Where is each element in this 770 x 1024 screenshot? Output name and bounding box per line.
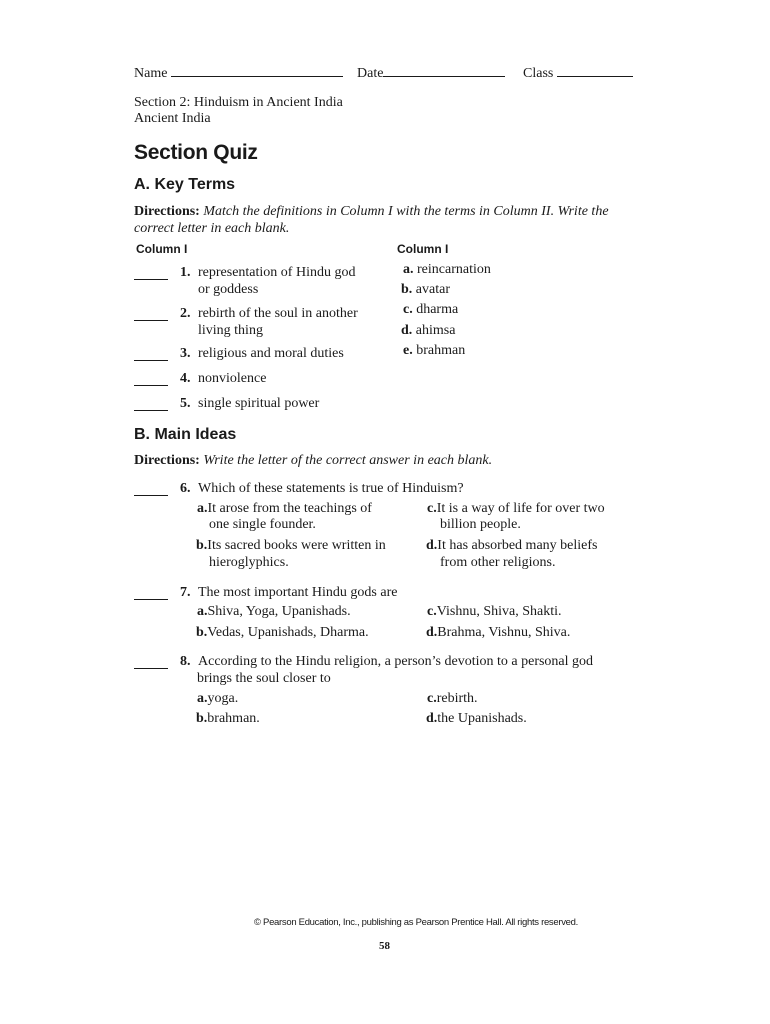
directions-label: Directions:	[134, 453, 200, 468]
answer-blank-3[interactable]	[134, 359, 168, 361]
option	[196, 711, 260, 727]
option-letter: a.	[197, 691, 208, 706]
item-text: rebirth of the soul in another	[198, 306, 358, 321]
list-item	[180, 396, 319, 412]
option	[196, 625, 369, 641]
term-letter: b.	[401, 282, 413, 297]
item-text: religious and moral duties	[198, 346, 344, 361]
term-letter: e.	[403, 343, 413, 358]
option-letter: c.	[427, 691, 437, 706]
answer-blank-6[interactable]	[134, 494, 168, 496]
option	[197, 501, 372, 517]
option-text: yoga.	[207, 691, 239, 706]
term-item	[403, 343, 465, 359]
answer-blank-1[interactable]	[134, 278, 168, 280]
term-letter: d.	[401, 323, 413, 338]
class-field	[523, 64, 633, 82]
part-a-heading: A. Key Terms	[134, 176, 236, 193]
option	[426, 711, 527, 727]
option-text: It arose from the teachings of	[207, 501, 372, 516]
list-item	[180, 346, 344, 362]
item-number: 1.	[180, 265, 191, 280]
option-text-cont: from other religions.	[440, 555, 556, 570]
option-letter: d.	[426, 538, 438, 553]
option-text: Brahma, Vishnu, Shiva.	[437, 625, 571, 640]
option-letter: b.	[196, 538, 208, 553]
date-blank[interactable]	[383, 64, 505, 77]
option-letter: a.	[197, 501, 208, 516]
part-a-directions-cont	[134, 221, 289, 237]
option-text: Vishnu, Shiva, Shakti.	[436, 604, 562, 619]
question-text: The most important Hindu gods are	[198, 585, 398, 600]
option	[427, 691, 478, 707]
term-text: ahimsa	[415, 323, 456, 338]
term-item	[401, 323, 455, 339]
option-letter: d.	[426, 625, 438, 640]
option	[197, 604, 351, 620]
term-text: brahman	[416, 343, 466, 358]
option	[426, 538, 597, 554]
option-letter: c.	[427, 604, 437, 619]
date-field	[357, 64, 505, 82]
page-title: Section Quiz	[134, 141, 258, 164]
answer-blank-5[interactable]	[134, 409, 168, 411]
option-text: the Upanishads.	[437, 711, 527, 726]
answer-blank-4[interactable]	[134, 384, 168, 386]
term-item	[403, 262, 491, 278]
subsection-line: Ancient India	[134, 111, 211, 126]
part-a-directions	[134, 204, 609, 220]
question-stem	[180, 585, 397, 601]
answer-blank-2[interactable]	[134, 319, 168, 321]
answer-blank-7[interactable]	[134, 598, 168, 600]
option-text: Shiva, Yoga, Upanishads.	[207, 604, 351, 619]
directions-text: Match the definitions in Column I with the terms in Column II. Write the	[203, 204, 609, 219]
item-number: 5.	[180, 396, 191, 411]
option-text: Vedas, Upanishads, Dharma.	[207, 625, 369, 640]
item-number: 4.	[180, 371, 191, 386]
question-stem	[180, 481, 464, 497]
option	[427, 501, 605, 517]
name-label: Name	[134, 66, 168, 81]
option-text: It is a way of life for over two	[436, 501, 605, 516]
list-item	[180, 371, 266, 387]
term-text: reincarnation	[417, 262, 491, 277]
column-2-header: Column I	[397, 242, 449, 256]
name-field	[134, 64, 343, 82]
question-number: 7.	[180, 585, 191, 600]
directions-text-cont: correct letter in each blank.	[134, 221, 290, 236]
term-text: avatar	[415, 282, 450, 297]
part-b-heading: B. Main Ideas	[134, 426, 237, 443]
item-text-cont: living thing	[198, 323, 263, 338]
class-label: Class	[523, 66, 554, 81]
date-label: Date	[357, 66, 384, 81]
item-text: representation of Hindu god	[198, 265, 356, 280]
option-text-cont: billion people.	[440, 517, 521, 532]
name-blank[interactable]	[171, 64, 343, 77]
option	[426, 625, 570, 641]
option-letter: d.	[426, 711, 438, 726]
copyright-notice: © Pearson Education, Inc., publishing as Pearson Prentice Hall. All rights reserved.	[254, 917, 578, 928]
question-text: Which of these statements is true of Hinduism?	[198, 481, 464, 496]
question-number: 8.	[180, 654, 191, 669]
option	[196, 538, 386, 554]
question-text-cont: brings the soul closer to	[197, 671, 331, 686]
option-letter: b.	[196, 711, 208, 726]
page-number: 58	[379, 940, 390, 952]
option-letter: a.	[197, 604, 208, 619]
term-letter: c.	[403, 302, 413, 317]
section-line: Section 2: Hinduism in Ancient India	[134, 95, 343, 110]
option-letter: b.	[196, 625, 208, 640]
class-blank[interactable]	[557, 64, 633, 77]
term-item	[401, 282, 450, 298]
option-text-cont: one single founder.	[209, 517, 316, 532]
question-text: According to the Hindu religion, a person’s devotion to a personal god	[198, 654, 594, 669]
option-text: rebirth.	[436, 691, 478, 706]
option-text: Its sacred books were written in	[207, 538, 386, 553]
item-number: 3.	[180, 346, 191, 361]
column-1-header: Column I	[136, 242, 188, 256]
option-text: brahman.	[207, 711, 260, 726]
term-text: dharma	[416, 302, 459, 317]
term-letter: a.	[403, 262, 414, 277]
option	[197, 691, 238, 707]
item-text: nonviolence	[198, 371, 267, 386]
directions-label: Directions:	[134, 204, 200, 219]
question-number: 6.	[180, 481, 191, 496]
list-item	[180, 265, 355, 281]
option-text: It has absorbed many beliefs	[437, 538, 598, 553]
part-b-directions	[134, 453, 492, 469]
directions-text: Write the letter of the correct answer in each blank.	[203, 453, 493, 468]
answer-blank-8[interactable]	[134, 667, 168, 669]
list-item	[180, 306, 358, 322]
option-letter: c.	[427, 501, 437, 516]
option	[427, 604, 562, 620]
option-text-cont: hieroglyphics.	[209, 555, 289, 570]
item-number: 2.	[180, 306, 191, 321]
term-item	[403, 302, 458, 318]
item-text-cont: or goddess	[198, 282, 259, 297]
question-stem	[180, 654, 593, 670]
item-text: single spiritual power	[198, 396, 320, 411]
